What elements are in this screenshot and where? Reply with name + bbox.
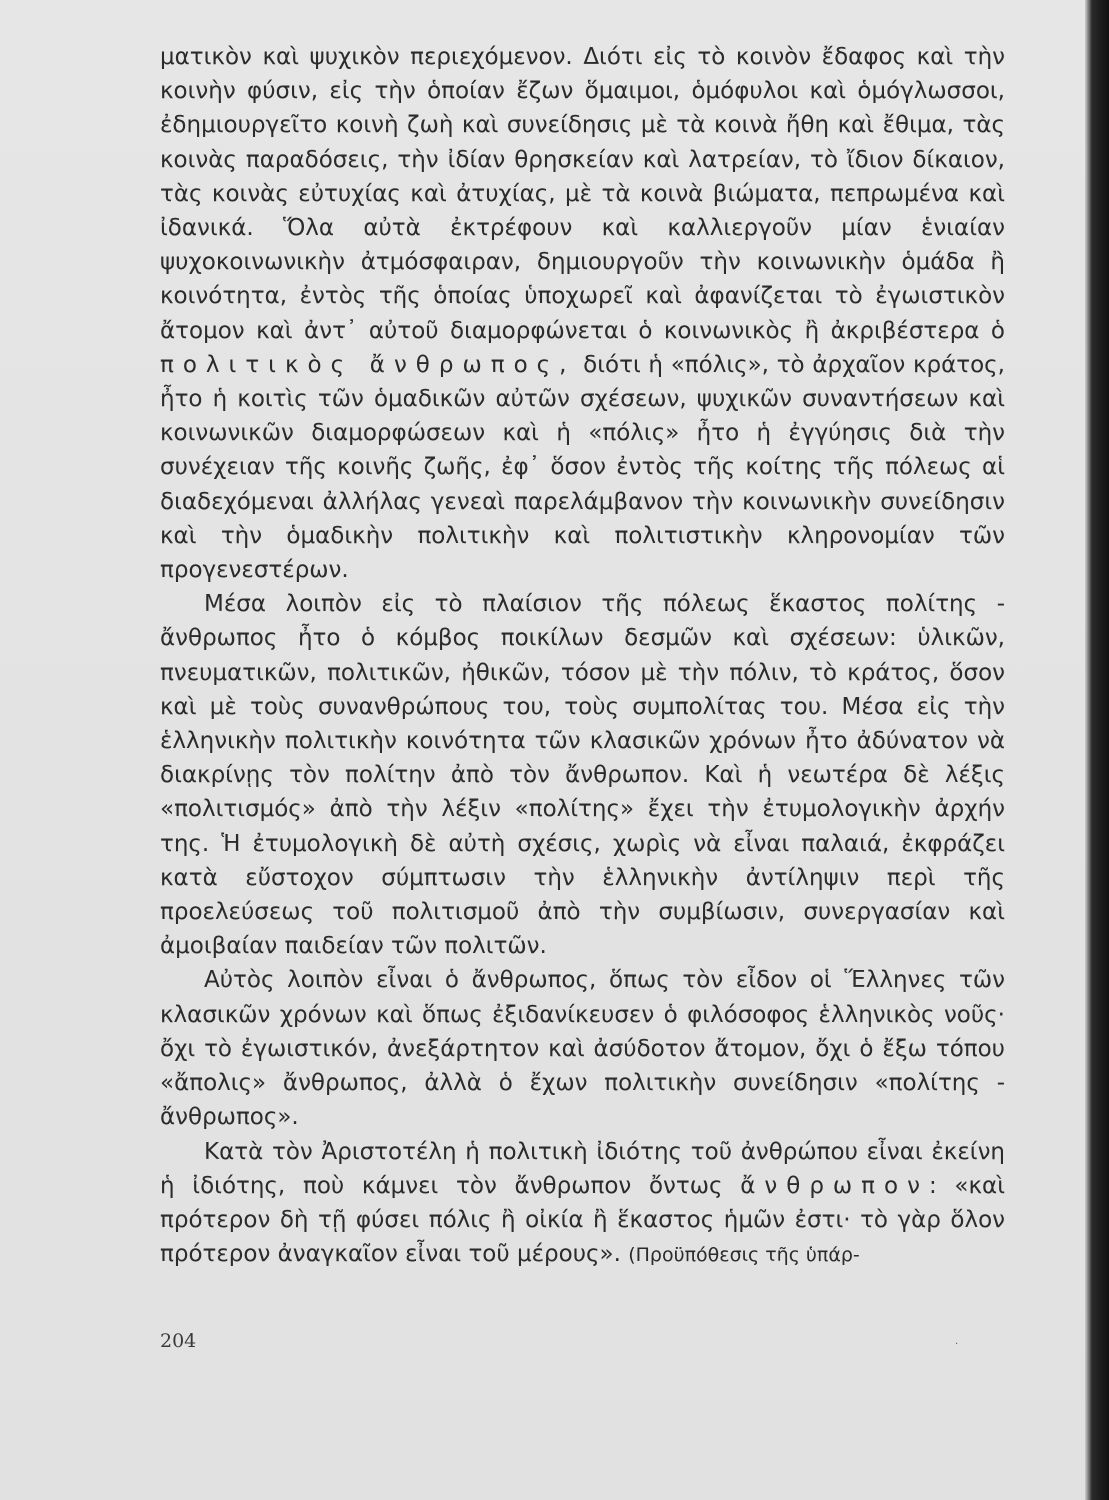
spaced-term-politikos-anthropos: πολιτικὸς ἄνθρωπος, xyxy=(160,351,576,378)
paragraph-aristotle-text: Κατὰ τὸν Ἀριστοτέλη ἡ πολιτικὴ ἰδιότης τοῦ ἀνθρώπου εἶναι ἐκείνη ἡ ἰδιότης, ποὺ κάμνει τὸν ἄνθρωπον ὄντως xyxy=(160,1138,1005,1199)
spaced-term-anthropon: ἄνθρωπον xyxy=(740,1172,929,1199)
paragraph-polis-citizen: Μέσα λοιπὸν εἰς τὸ πλαίσιον τῆς πόλεως ἕκαστος πολίτης - ἄνθρωπος ἦτο ὁ κόμβος ποικίλων δεσμῶν καὶ σχέσεων: ὑλικῶν, πνευματικῶν, πολιτικῶν, ἠθικῶν, τόσον μὲ τὴν πόλιν, τὸ κράτος, ὅσον καὶ μὲ τοὺς συνανθρώπους του, τοὺς συμπολίτας του. Μέσα εἰς τὴν ἑλληνικὴν πολιτικὴν κοινότητα τῶν κλασικῶν χρόνων ἦτο ἀδύνατον νὰ διακρίνῃς τὸν πολίτην ἀπὸ τὸν ἄνθρωπον. Καὶ ἡ νεωτέρα δὲ λέξις «πολιτισμός» ἀπὸ τὴν λέξιν «πολίτης» ἔχει τὴν ἐτυμολογικὴν ἀρχήν της. Ἡ ἐτυμολογικὴ δὲ αὐτὴ σχέσις, χωρὶς νὰ εἶναι παλαιά, ἐκφράζει κατὰ εὔστοχον σύμπτωσιν τὴν ἑλληνικὴν ἀντίληψιν περὶ τῆς προελεύσεως τοῦ πολιτισμοῦ ἀπὸ τὴν συμβίωσιν, συνεργασίαν καὶ ἀμοιβαίαν παιδείαν τῶν πολιτῶν. xyxy=(160,591,1005,960)
paragraph-continuation xyxy=(160,40,1005,587)
paragraph-aristotle xyxy=(160,1135,1005,1273)
paragraph-greek-man: Αὐτὸς λοιπὸν εἶναι ὁ ἄνθρωπος, ὅπως τὸν εἶδον οἱ Ἕλληνες τῶν κλασικῶν χρόνων καὶ ὅπως ἐξιδανίκευσεν ὁ φιλόσοφος ἑλληνικὸς νοῦς· ὄχι τὸ ἐγωιστικόν, ἀνεξάρτητον καὶ ἀσύδοτον ἄτομον, ὄχι ὁ ἔξω τόπου «ἄπολις» ἄνθρωπος, ἀλλὰ ὁ ἔχων πολιτικὴν συνείδησιν «πολίτης - ἄνθρωπος». xyxy=(160,967,1005,1131)
body-text xyxy=(160,40,1005,1272)
paragraph-2-text: διότι ἡ «πόλις», τὸ ἀρχαῖον κράτος, ἦτο ἡ κοιτὶς τῶν ὁμαδικῶν αὐτῶν σχέσεων, ψυχικῶν συναντήσεων καὶ κοινωνικῶν διαμορφώσεων καὶ ἡ «πόλις» ἦτο ἡ ἐγγύησις διὰ τὴν συνέχειαν τῆς κοινῆς ζωῆς, ἐφ᾽ ὅσον ἐντὸς τῆς κοίτης τῆς πόλεως αἱ διαδεχόμεναι ἀλλήλας γενεαὶ παρελάμβανον τὴν κοινωνικὴν συνείδησιν καὶ τὴν ὁμαδικὴν πολιτικὴν καὶ πολιτιστικὴν κληρονομίαν τῶν προγενεστέρων. xyxy=(160,351,1005,584)
page-number: 204 xyxy=(160,1330,197,1352)
aristotle-quote: : «καὶ πρότερον δὴ τῇ φύσει πόλις ἢ οἰκία ἢ ἕκαστος ἡμῶν ἐστι· τὸ γὰρ ὅλον πρότερον ἀναγκαῖον εἶναι τοῦ μέρους». xyxy=(160,1172,1005,1268)
paragraph-1-text: ματικὸν καὶ ψυχικὸν περιεχόμενον. Διότι εἰς τὸ κοινὸν ἔδαφος καὶ τὴν κοινὴν φύσιν, εἰς τὴν ὁποίαν ἔζων ὅμαιμοι, ὁμόφυλοι καὶ ὁμόγλωσσοι, ἐδημιουργεῖτο κοινὴ ζωὴ καὶ συνείδησις μὲ τὰ κοινὰ ἤθη καὶ ἔθιμα, τὰς κοινὰς παραδόσεις, τὴν ἰδίαν θρησκείαν καὶ λατρείαν, τὸ ἴδιον δίκαιον, τὰς κοινὰς εὐτυχίας καὶ ἀτυχίας, μὲ τὰ κοινὰ βιώματα, πεπρωμένα καὶ ἰδανικά. Ὅλα αὐτὰ ἐκτρέφουν καὶ καλλιεργοῦν μίαν ἑνιαίαν ψυχοκοινωνικὴν ἀτμόσφαιραν, δημιουργοῦν τὴν κοινωνικὴν ὁμάδα ἢ κοινότητα, ἐντὸς τῆς ὁποίας ὑποχωρεῖ καὶ ἀφανίζεται τὸ ἐγωιστικὸν ἄτομον καὶ ἀντ᾽ αὐτοῦ διαμορφώνεται ὁ κοινωνικὸς ἢ ἀκριβέστερα ὁ xyxy=(160,44,1005,344)
scan-speck: · xyxy=(955,1339,959,1350)
continued-note: (Προϋπόθεσις τῆς ὑπάρ- xyxy=(628,1244,860,1267)
